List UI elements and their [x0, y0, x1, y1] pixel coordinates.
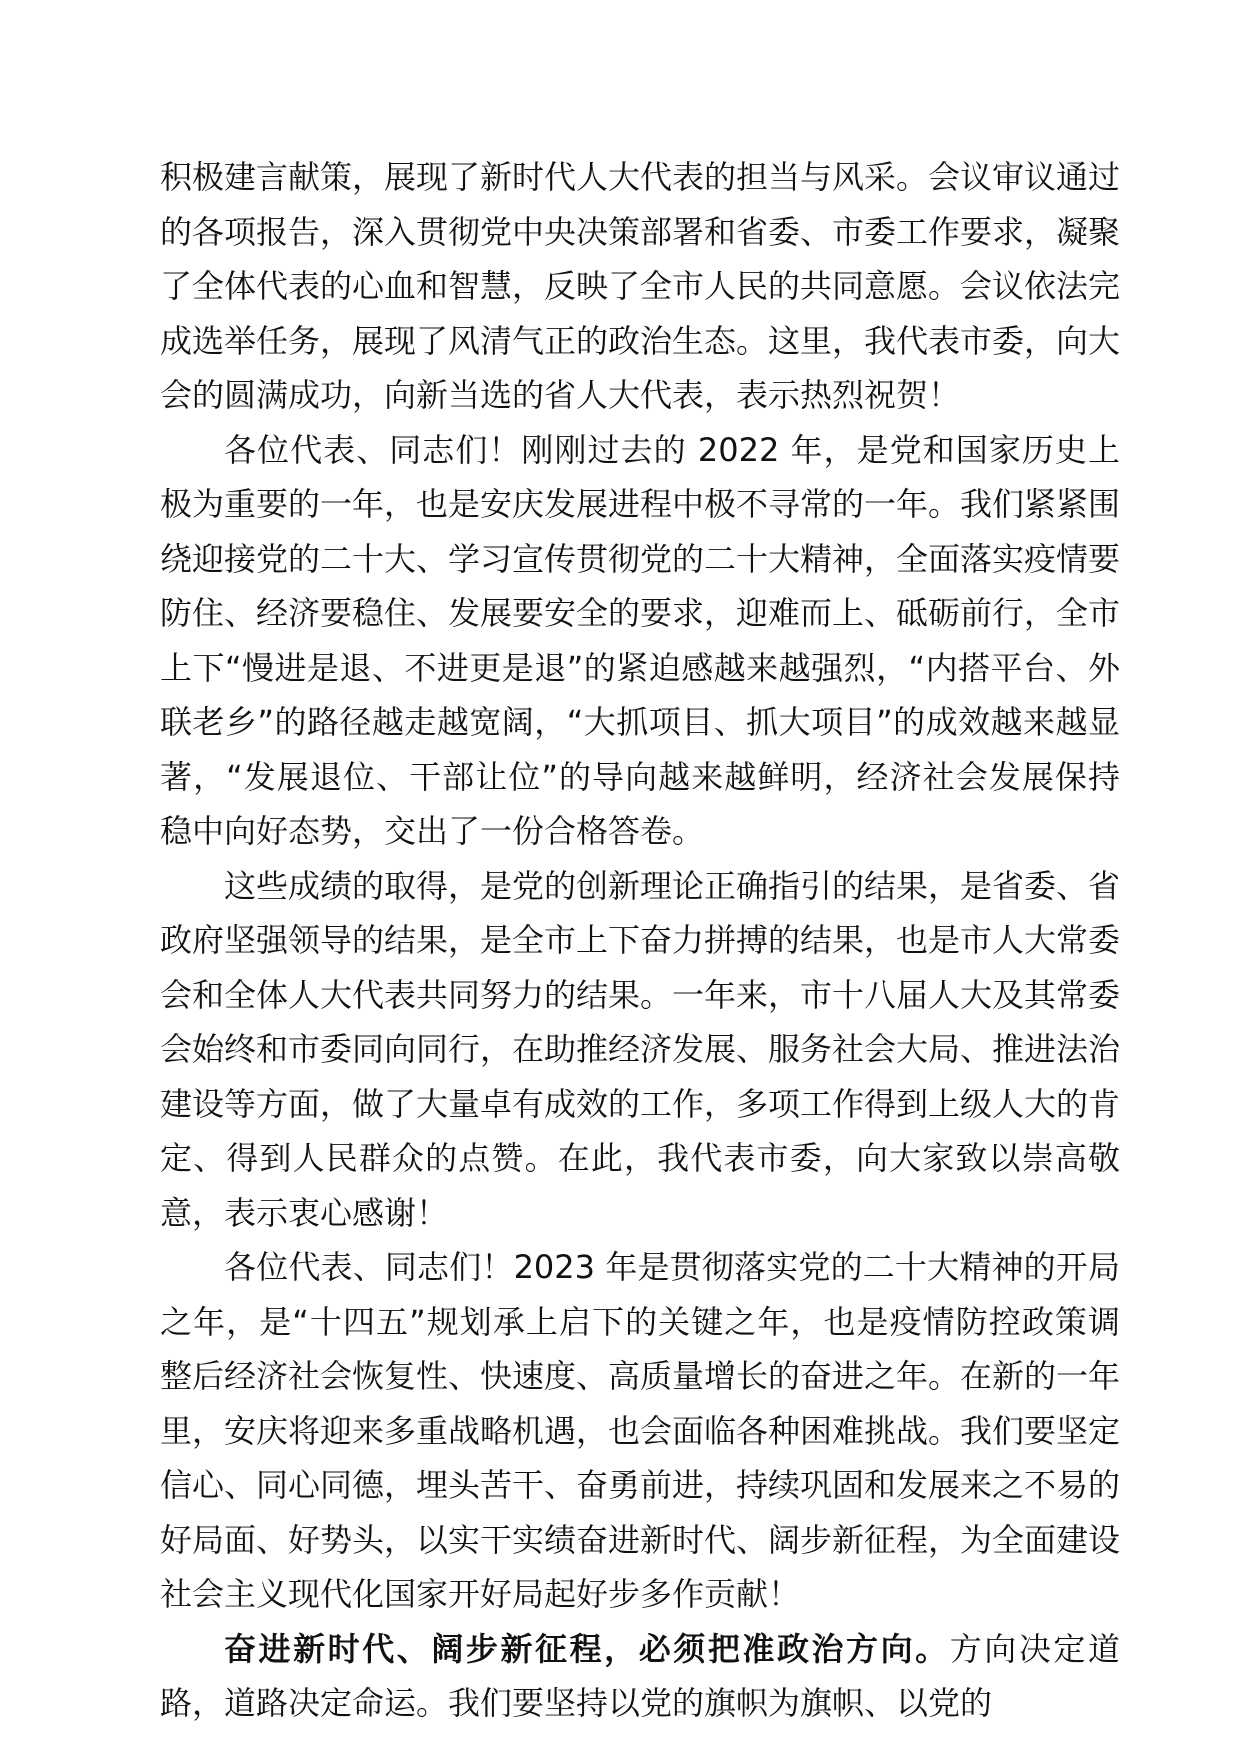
document-body [160, 150, 1120, 1731]
paragraph-1-text: 积极建言献策，展现了新时代人大代表的担当与风采。会议审议通过的各项报告，深入贯彻党中央决策部署和省委、市委工作要求，凝聚了全体代表的心血和智慧，反映了全市人民的共同意愿。会议依法完成选举任务，展现了风清气正的政治生态。这里，我代表市委，向大会的圆满成功，向新当选的省人大代表，表示热烈祝贺！ [160, 158, 1121, 414]
paragraph-3-text: 这些成绩的取得，是党的创新理论正确指引的结果，是省委、省政府坚强领导的结果，是全市上下奋力拼搏的结果，也是市人大常委会和全体人大代表共同努力的结果。一年来，市十八届人大及其常委会始终和市委同向同行，在助推经济发展、服务社会大局、推进法治建设等方面，做了大量卓有成效的工作，多项工作得到上级人大的肯定、得到人民群众的点赞。在此，我代表市委，向大家致以崇高敬意，表示衷心感谢！ [160, 866, 1121, 1232]
paragraph-2 [160, 423, 1120, 859]
paragraph-1 [160, 150, 1120, 423]
paragraph-5-lead-heading: 奋进新时代、阔步新征程，必须把准政治方向。 [224, 1629, 950, 1668]
paragraph-2-text: 各位代表、同志们！刚刚过去的 2022 年，是党和国家历史上极为重要的一年，也是安庆发展进程中极不寻常的一年。我们紧紧围绕迎接党的二十大、学习宣传贯彻党的二十大精神，全面落实疫情要防住、经济要稳住、发展要安全的要求，迎难而上、砥砺前行，全市上下“慢进是退、不进更是退”的紧迫感越来越强烈，“内搭平台、外联老乡”的路径越走越宽阔，“大抓项目、抓大项目”的成效越来越显著，“发展退位、干部让位”的导向越来越鲜明，经济社会发展保持稳中向好态势，交出了一份合格答卷。 [160, 430, 1121, 850]
paragraph-5-text: 方向决定道路，道路决定命运。我们要坚持以党的旗帜为旗帜、以党的 [160, 1629, 1120, 1722]
paragraph-3 [160, 859, 1120, 1241]
paragraph-4-text: 各位代表、同志们！2023 年是贯彻落实党的二十大精神的开局之年，是“十四五”规划承上启下的关键之年，也是疫情防控政策调整后经济社会恢复性、快速度、高质量增长的奋进之年。在新的一年里，安庆将迎来多重战略机遇，也会面临各种困难挑战。我们要坚定信心、同心同德，埋头苦干、奋勇前进，持续巩固和发展来之不易的好局面、好势头，以实干实绩奋进新时代、阔步新征程，为全面建设社会主义现代化国家开好局起好步多作贡献！ [160, 1248, 1121, 1613]
paragraph-5 [160, 1622, 1120, 1731]
paragraph-4 [160, 1240, 1120, 1622]
